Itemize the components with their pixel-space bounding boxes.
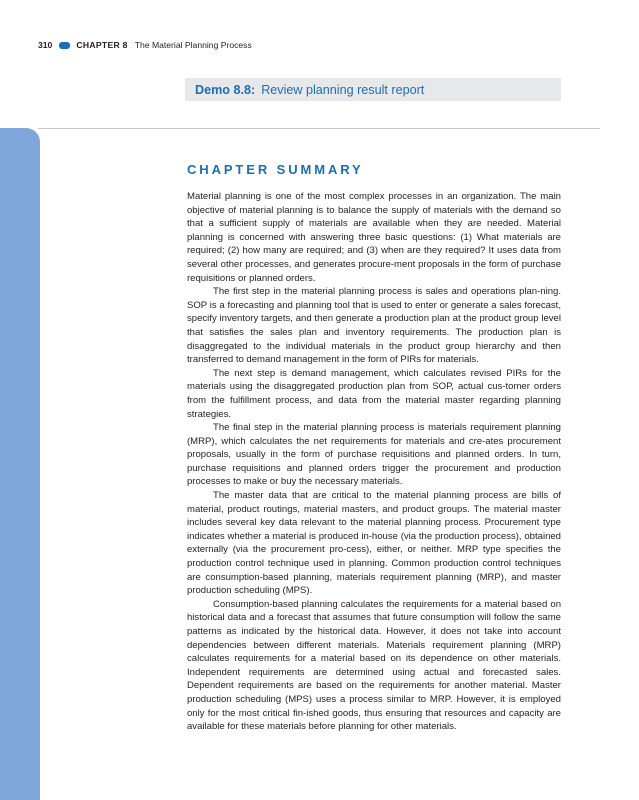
demo-callout (185, 78, 561, 101)
summary-paragraph: The next step is demand management, which calculates revised PIRs for the materials using the disaggregated production plan from SOP, actual cus-tomer orders from the fulfillment process, and data from the material master regarding planning strategies. (187, 367, 561, 420)
side-tab (0, 128, 40, 800)
summary-paragraph: The master data that are critical to the material planning process are bills of material, product routings, material masters, and product groups. The material master includes several key data relevant to the material planning process. Procurement type indicates whether a material is produced in-house (via the production process), obtained externally (via the procurement pro-cess), either, or neither. MRP type specifies the production control technique used in planning. Common production control techniques are consumption-based planning, materials requirement planning (MRP), and master production scheduling (MPS). (187, 490, 561, 597)
summary-paragraph: The first step in the material planning process is sales and operations plan-ning. SOP is a forecasting and planning tool that is used to enter or generate a sales forecast, specify inventory targets, and then generate a production plan at the product group level that satisfies the sales plan and inventory requirements. The production plan is disaggregated to the individual materials in the product group hierarchy and then transferred to demand management in the form of PIRs for materials. (187, 286, 561, 366)
chapter-summary-heading: CHAPTER SUMMARY (187, 162, 364, 177)
demo-label: Demo 8.8: (195, 82, 256, 97)
header-marker-icon (59, 42, 70, 49)
running-header (38, 38, 252, 52)
section-divider (38, 128, 600, 129)
chapter-title: The Material Planning Process (134, 40, 252, 50)
summary-paragraph: Consumption-based planning calculates the requirements for a material based on historical data and a forecast that assumes that future consumption will follow the same patterns as indicated by the historical data. However, it does not take into account dependencies between different materials. Materials requirement planning (MRP) calculates requirements for a material based on its dependence on other materials. Independent requirements are determined using actual and forecasted sales. Dependent requirements are based on the requirements for another material. Master production scheduling (MPS) uses a process similar to MRP. However, it is employed only for the most critical fin-ished goods, thus ensuring that resources and capacity are available for these materials before planning for other materials. (187, 598, 561, 733)
page-number: 310 (38, 40, 53, 50)
chapter-label: CHAPTER 8 (76, 40, 128, 50)
summary-paragraph: The final step in the material planning process is materials requirement planning (MRP), which calculates the net requirements for materials and cre-ates procurement proposals, usually in the form of purchase requisitions and planned orders. In turn, purchase requisitions and planned orders trigger the procurement and production processes to make or buy the necessary materials. (187, 422, 561, 488)
demo-title: Review planning result report (261, 82, 425, 97)
summary-body (187, 190, 561, 734)
summary-paragraph: Material planning is one of the most complex processes in an organization. The main objective of material planning is to balance the supply of materials with the demand so that a sufficient supply of materials are available when they are needed. Material planning is concerned with answering three basic questions: (1) What materials are required; (2) how many are required; and (3) when are they required? It uses data from several other processes, and generates procure-ment proposals in the form of purchase requisitions or planned orders. (187, 191, 561, 284)
